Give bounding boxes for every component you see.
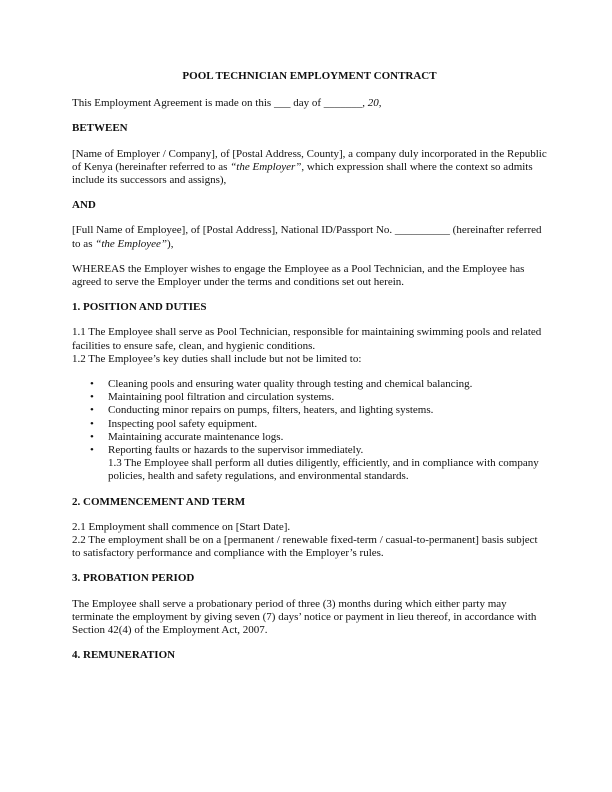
intro-paragraph — [72, 97, 547, 110]
intro-text: This Employment Agreement is made on this ___ day of _______ — [72, 97, 363, 110]
intro-year: , 20 — [362, 97, 379, 110]
duty-item — [72, 431, 547, 444]
bullet-icon: • — [90, 378, 94, 391]
employer-party-text: [Name of Employer / Company], of [Postal Address, County], a company duly incorporated in the Republic of Kenya (hereinafter referred to as — [72, 147, 547, 173]
employer-party-paragraph — [72, 148, 547, 188]
bullet-icon: • — [90, 430, 94, 443]
and-heading: AND — [72, 199, 96, 212]
intro-end: , — [378, 97, 382, 110]
duty-text: Conducting minor repairs on pumps, filters, heaters, and lighting systems. — [108, 404, 434, 417]
duty-text: Inspecting pool safety equipment. — [108, 417, 258, 430]
duty-item — [72, 391, 547, 404]
duty-text: Maintaining accurate maintenance logs. — [108, 430, 284, 443]
section-4-heading: 4. REMUNERATION — [72, 649, 176, 662]
duty-item — [72, 378, 547, 391]
clause-1-3: 1.3 The Employee shall perform all duties diligently, efficiently, and in compliance with company policies, health and safety regulations, and environmental standards. — [108, 457, 539, 483]
bullet-icon: • — [90, 404, 94, 417]
duty-item — [72, 418, 547, 431]
section-1-heading: 1. POSITION AND DUTIES — [72, 301, 207, 314]
section-2-heading: 2. COMMENCEMENT AND TERM — [72, 495, 246, 508]
probation-paragraph: The Employee shall serve a probationary period of three (3) months during which either party may terminate the employment by giving seven (7) days’ notice or payment in lieu thereof, in accordance with Section 42(4) of the Employment Act, 2007. — [72, 597, 537, 637]
employee-defined-term: “the Employee” — [95, 237, 168, 250]
clause-1-1: 1.1 The Employee shall serve as Pool Technician, responsible for maintaining swimming pools and related facilities to ensure safe, clean, and hygienic conditions. — [72, 326, 542, 352]
clause-1-2: 1.2 The Employee’s key duties shall include but not be limited to: — [72, 352, 362, 365]
employee-party-text-end: ), — [167, 237, 174, 250]
bullet-icon: • — [90, 391, 94, 404]
document-body — [72, 70, 547, 675]
bullet-icon: • — [90, 417, 94, 430]
employee-party-paragraph — [72, 224, 547, 250]
duty-text: Reporting faults or hazards to the supervisor immediately. — [108, 444, 364, 457]
bullet-icon: • — [90, 444, 94, 457]
duty-text: Maintaining pool filtration and circulation systems. — [108, 391, 335, 404]
whereas-paragraph: WHEREAS the Employer wishes to engage the Employee as a Pool Technician, and the Employee has agreed to serve the Employer under the terms and conditions set out herein. — [72, 262, 525, 289]
document-title: POOL TECHNICIAN EMPLOYMENT CONTRACT — [182, 70, 437, 82]
duty-item — [72, 444, 547, 457]
duties-list — [72, 378, 547, 457]
employee-party-text: [Full Name of Employee], of [Postal Address], National ID/Passport No. __________ (hereinafter referred to as — [72, 224, 542, 250]
clause-2-1: 2.1 Employment shall commence on [Start Date]. — [72, 520, 291, 533]
duty-item — [72, 404, 547, 417]
clause-2-2: 2.2 The employment shall be on a [permanent / renewable fixed-term / casual-to-permanent] basis subject to satisfactory performance and compliance with the Employer’s rules. — [72, 534, 538, 560]
duty-text: Cleaning pools and ensuring water quality through testing and chemical balancing. — [108, 378, 473, 391]
employer-defined-term: “the Employer” — [230, 160, 302, 173]
employer-party-text-end: , which expression shall where the context so admits include its successors and assigns), — [72, 160, 533, 187]
between-heading: BETWEEN — [72, 122, 128, 135]
section-3-heading: 3. PROBATION PERIOD — [72, 572, 195, 585]
